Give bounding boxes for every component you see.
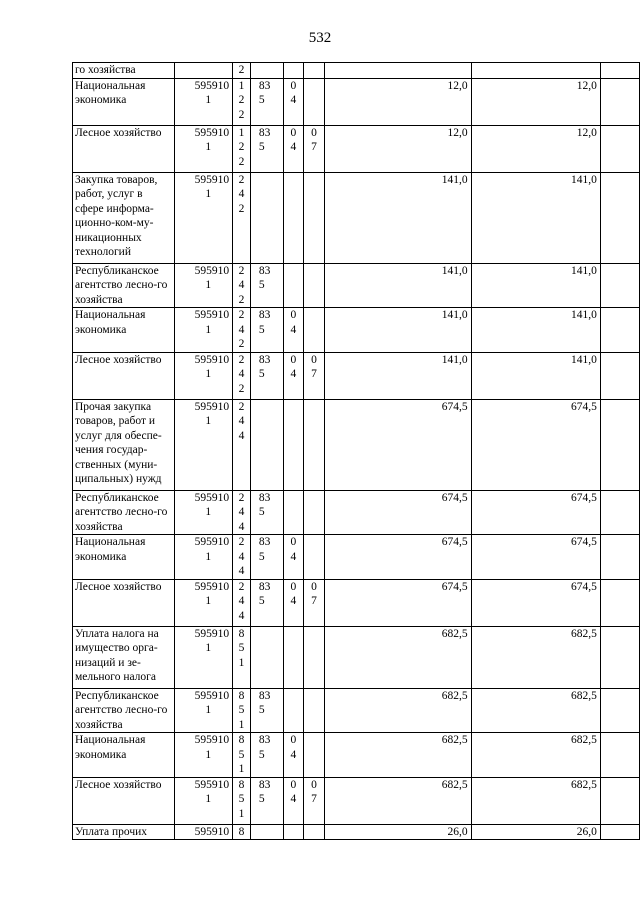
table-row: [73, 535, 640, 580]
row-code-b-cell: 83 5: [250, 733, 283, 778]
row-name-cell: Уплата прочих: [73, 824, 175, 840]
row-code-part1: 595910: [194, 734, 230, 746]
table-row: [73, 579, 640, 626]
row-empty-cell: [600, 125, 639, 172]
row-code-b-cell: [250, 626, 283, 688]
row-code-c-cell: [283, 263, 304, 308]
row-value-1-cell: 674,5: [324, 490, 471, 535]
row-code-a-cell: 8 5 1: [233, 777, 251, 824]
row-name-cell: Республиканское агентство лесно-го хозяйства: [73, 263, 175, 308]
row-code-part1: 595910: [194, 309, 230, 321]
row-code-d-cell: [304, 263, 325, 308]
row-code-c-cell: 0 4: [283, 308, 304, 353]
row-value-2-cell: 141,0: [471, 172, 600, 263]
row-code-part2: 1: [205, 323, 212, 336]
row-code-part1: 595910: [194, 627, 230, 640]
row-code-b-cell: 83 5: [250, 777, 283, 824]
row-code-part1: 595910: [194, 491, 230, 504]
row-code-cell: [174, 399, 233, 490]
row-code-a-cell: 2 4 2: [233, 263, 251, 308]
row-code-cell: [174, 78, 233, 125]
table-row: [73, 308, 640, 353]
row-code-d-cell: [304, 688, 325, 733]
row-empty-cell: [600, 777, 639, 824]
row-empty-cell: [600, 579, 639, 626]
row-name-cell: Лесное хозяйство: [73, 125, 175, 172]
row-code-cell: [174, 733, 233, 778]
row-value-1-cell: 141,0: [324, 172, 471, 263]
row-value-2-cell: 674,5: [471, 535, 600, 580]
row-code-a-cell: 2 4 4: [233, 490, 251, 535]
row-code-d-cell: [304, 733, 325, 778]
row-value-2-cell: 674,5: [471, 579, 600, 626]
row-code-d-cell: 0 7: [304, 352, 325, 399]
row-empty-cell: [600, 490, 639, 535]
row-code-part1: 595910: [194, 126, 230, 139]
row-code-b-cell: [250, 63, 283, 79]
row-name-cell: Национальная экономика: [73, 308, 175, 353]
row-code-a-cell: 1 2 2: [233, 78, 251, 125]
row-name-cell: Республиканское агентство лесно-го хозяйства: [73, 688, 175, 733]
row-code-c-cell: [283, 399, 304, 490]
row-code-a-cell: 8 5 1: [233, 733, 251, 778]
row-value-2-cell: 141,0: [471, 308, 600, 353]
row-value-1-cell: 26,0: [324, 824, 471, 840]
row-code-d-cell: 0 7: [304, 125, 325, 172]
row-code-b-cell: [250, 172, 283, 263]
row-code-a-cell: 1 2 2: [233, 125, 251, 172]
row-name-cell: Национальная экономика: [73, 733, 175, 778]
row-value-2-cell: 141,0: [471, 263, 600, 308]
row-value-1-cell: 12,0: [324, 78, 471, 125]
row-code-part2: 1: [205, 368, 212, 380]
row-code-part1: 595910: [194, 173, 230, 186]
row-value-2-cell: 682,5: [471, 733, 600, 778]
row-value-1-cell: 141,0: [324, 263, 471, 308]
row-empty-cell: [600, 733, 639, 778]
row-code-a-cell: 8 5 1: [233, 688, 251, 733]
row-value-2-cell: 682,5: [471, 688, 600, 733]
row-code-b-cell: 83 5: [250, 125, 283, 172]
row-code-part1: 595910: [194, 79, 230, 92]
row-code-part2: 1: [205, 188, 212, 200]
row-code-c-cell: [283, 824, 304, 840]
row-code-cell: [174, 125, 233, 172]
row-code-cell: [174, 263, 233, 308]
row-code-d-cell: [304, 535, 325, 580]
row-code-part2: 1: [205, 279, 212, 291]
table-row: [73, 688, 640, 733]
row-code-d-cell: [304, 824, 325, 840]
row-code-part2: 1: [205, 642, 212, 654]
row-empty-cell: [600, 172, 639, 263]
row-code-part2: 1: [205, 506, 212, 518]
row-value-1-cell: 682,5: [324, 733, 471, 778]
row-value-1-cell: [324, 63, 471, 79]
row-code-cell: [174, 352, 233, 399]
row-name-cell: Закупка товаров, работ, услуг в сфере информа-ционно-ком-му-никационных технологий: [73, 172, 175, 263]
table-row: [73, 172, 640, 263]
row-value-2-cell: 141,0: [471, 352, 600, 399]
row-value-1-cell: 674,5: [324, 399, 471, 490]
row-code-a-cell: 2 4 2: [233, 172, 251, 263]
row-code-d-cell: [304, 490, 325, 535]
row-code-cell: [174, 490, 233, 535]
row-code-b-cell: 83 5: [250, 352, 283, 399]
row-code-c-cell: 0 4: [283, 733, 304, 778]
row-code-a-cell: 8 5 1: [233, 626, 251, 688]
table-row: [73, 824, 640, 840]
row-value-2-cell: 12,0: [471, 125, 600, 172]
row-value-1-cell: 682,5: [324, 626, 471, 688]
row-code-part2: 1: [205, 550, 212, 563]
row-code-a-cell: 2: [233, 63, 251, 79]
row-value-1-cell: 141,0: [324, 308, 471, 353]
row-code-part1: 595910: [194, 353, 230, 366]
row-code-part1: 595910: [194, 400, 230, 413]
row-value-2-cell: 12,0: [471, 78, 600, 125]
row-name-cell: Республиканское агентство лесно-го хозяйства: [73, 490, 175, 535]
table-row: [73, 733, 640, 778]
row-empty-cell: [600, 688, 639, 733]
row-value-1-cell: 12,0: [324, 125, 471, 172]
row-code-a-cell: 2 4 4: [233, 535, 251, 580]
row-code-b-cell: [250, 399, 283, 490]
row-name-cell: Национальная экономика: [73, 535, 175, 580]
row-code-part2: 1: [205, 704, 212, 716]
row-code-a-cell: 2 4 2: [233, 308, 251, 353]
row-code-part1: 595910: [194, 264, 230, 277]
row-code-d-cell: 0 7: [304, 579, 325, 626]
row-code-cell: [174, 579, 233, 626]
row-empty-cell: [600, 824, 639, 840]
row-empty-cell: [600, 263, 639, 308]
row-code-a-cell: 2 4 4: [233, 579, 251, 626]
row-code-a-cell: 2 4 4: [233, 399, 251, 490]
row-value-2-cell: 682,5: [471, 626, 600, 688]
row-code-c-cell: 0 4: [283, 579, 304, 626]
row-code-part2: 1: [205, 595, 212, 607]
row-name-cell: Лесное хозяйство: [73, 352, 175, 399]
row-name-cell: Лесное хозяйство: [73, 579, 175, 626]
row-code-c-cell: [283, 490, 304, 535]
budget-table: [72, 62, 640, 840]
row-code-part2: 1: [205, 793, 212, 805]
row-code-d-cell: [304, 399, 325, 490]
row-code-a-cell: 2 4 2: [233, 352, 251, 399]
row-code-cell: [174, 308, 233, 353]
row-code-c-cell: [283, 172, 304, 263]
page-number: 532: [308, 30, 332, 46]
row-value-2-cell: 26,0: [471, 824, 600, 840]
row-code-c-cell: [283, 626, 304, 688]
row-code-part1: 595910: [194, 580, 230, 593]
table-row: [73, 777, 640, 824]
row-code-c-cell: [283, 63, 304, 79]
row-code-c-cell: 0 4: [283, 125, 304, 172]
row-code-cell: [174, 777, 233, 824]
row-code-b-cell: 83 5: [250, 579, 283, 626]
row-code-cell: [174, 626, 233, 688]
row-code-part2: 1: [205, 141, 212, 153]
row-code-part1: 595910: [194, 778, 230, 791]
row-code-part2: 1: [205, 748, 212, 761]
row-value-1-cell: 682,5: [324, 688, 471, 733]
row-code-b-cell: [250, 824, 283, 840]
row-code-c-cell: 0 4: [283, 535, 304, 580]
table-row: [73, 626, 640, 688]
table-row: [73, 263, 640, 308]
row-code-d-cell: [304, 172, 325, 263]
row-code-c-cell: 0 4: [283, 777, 304, 824]
row-code-b-cell: 83 5: [250, 535, 283, 580]
row-value-2-cell: [471, 63, 600, 79]
row-value-2-cell: 682,5: [471, 777, 600, 824]
row-empty-cell: [600, 535, 639, 580]
row-code-c-cell: 0 4: [283, 78, 304, 125]
row-empty-cell: [600, 399, 639, 490]
table-row: [73, 490, 640, 535]
row-code-b-cell: 83 5: [250, 308, 283, 353]
row-name-cell: Уплата налога на имущество орга-низаций и зе-мельного налога: [73, 626, 175, 688]
row-code-part2: 1: [205, 94, 212, 106]
row-code-part2: 1: [205, 415, 212, 427]
row-value-1-cell: 674,5: [324, 535, 471, 580]
row-empty-cell: [600, 78, 639, 125]
row-code-d-cell: [304, 78, 325, 125]
row-value-2-cell: 674,5: [471, 399, 600, 490]
table-row: [73, 125, 640, 172]
row-empty-cell: [600, 63, 639, 79]
row-value-1-cell: 682,5: [324, 777, 471, 824]
table-row: [73, 399, 640, 490]
row-code-b-cell: 83 5: [250, 78, 283, 125]
row-value-1-cell: 141,0: [324, 352, 471, 399]
row-code-part1: 595910: [194, 689, 230, 702]
row-name-cell: го хозяйства: [73, 63, 175, 79]
table-row: [73, 352, 640, 399]
row-code-cell: [174, 63, 233, 79]
table-body: [73, 63, 640, 840]
row-code-d-cell: [304, 308, 325, 353]
row-code-c-cell: 0 4: [283, 352, 304, 399]
row-code-cell: [174, 688, 233, 733]
row-code-cell: [174, 172, 233, 263]
row-name-cell: Прочая закупка товаров, работ и услуг для обеспе-чения государ-ственных (муни-ципальных) нужд: [73, 399, 175, 490]
row-code-b-cell: 83 5: [250, 263, 283, 308]
table-row: [73, 78, 640, 125]
row-value-2-cell: 674,5: [471, 490, 600, 535]
row-code-d-cell: [304, 63, 325, 79]
row-code-d-cell: [304, 626, 325, 688]
row-name-cell: Лесное хозяйство: [73, 777, 175, 824]
row-empty-cell: [600, 352, 639, 399]
row-code-part1: 595910: [194, 536, 230, 548]
row-code-b-cell: 83 5: [250, 688, 283, 733]
row-value-1-cell: 674,5: [324, 579, 471, 626]
row-empty-cell: [600, 308, 639, 353]
row-code-part1: 595910: [194, 825, 230, 838]
row-code-d-cell: 0 7: [304, 777, 325, 824]
row-code-cell: [174, 535, 233, 580]
row-code-a-cell: 8: [233, 824, 251, 840]
row-code-cell: [174, 824, 233, 840]
row-code-c-cell: [283, 688, 304, 733]
table-row: [73, 63, 640, 79]
row-empty-cell: [600, 626, 639, 688]
row-name-cell: Национальная экономика: [73, 78, 175, 125]
row-code-b-cell: 83 5: [250, 490, 283, 535]
